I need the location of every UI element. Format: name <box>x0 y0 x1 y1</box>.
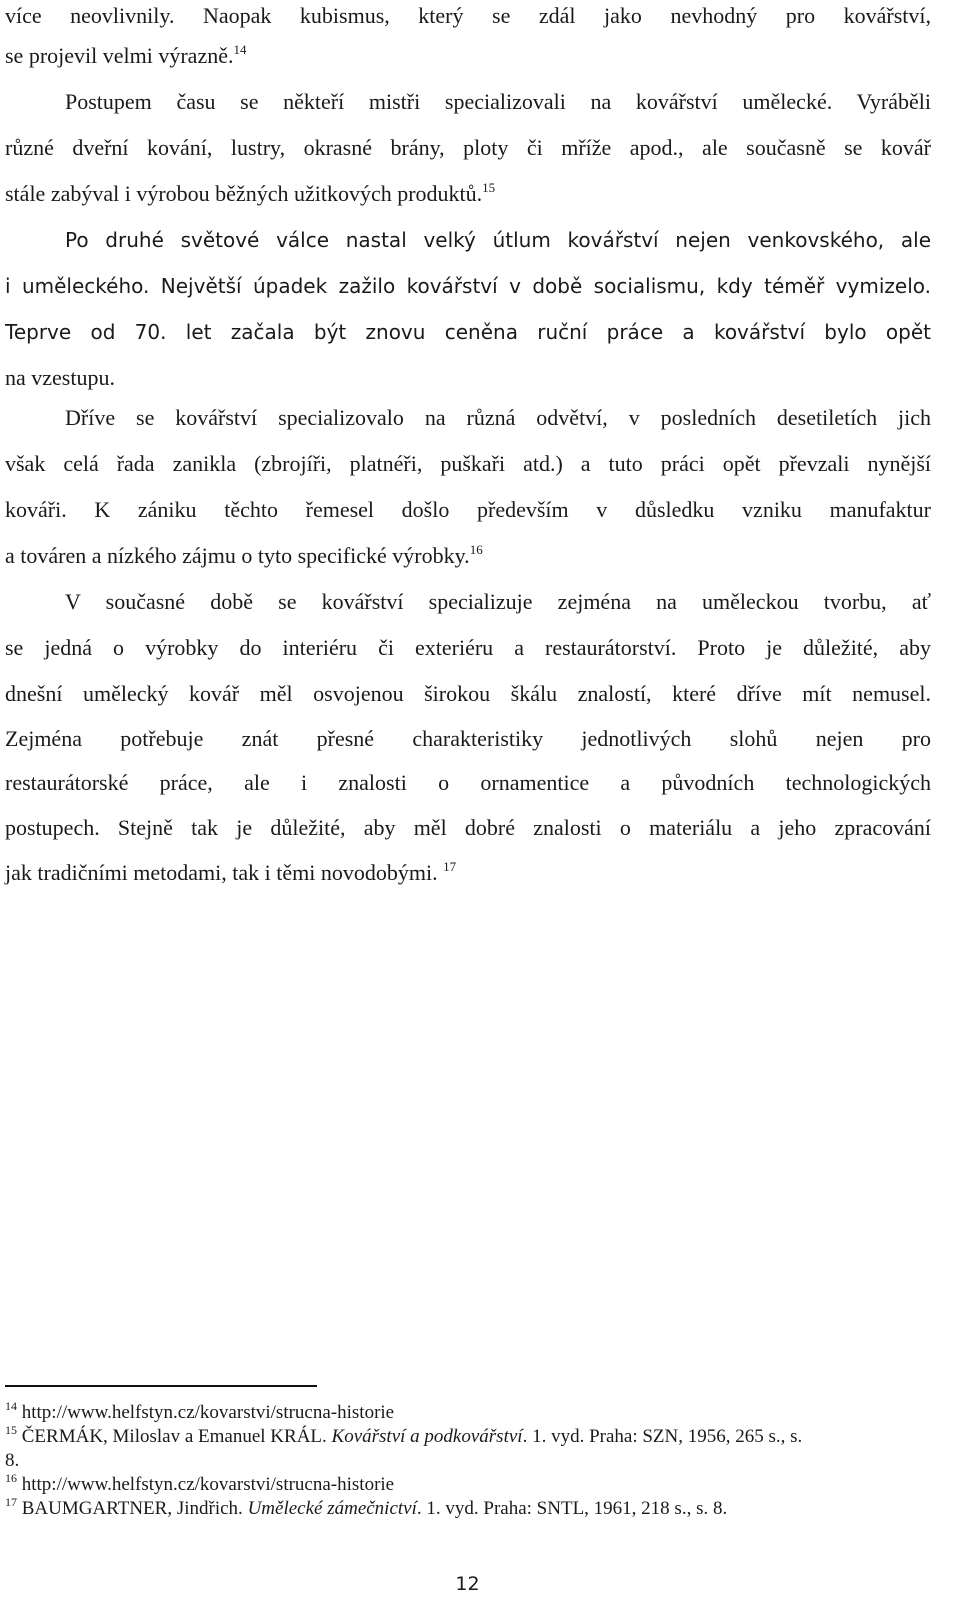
paragraph-line: Dříve se kovářství specializovalo na různá odvětví, v posledních desetiletích jich <box>65 405 931 430</box>
paragraph-line: Teprve od 70. let začala být znovu ceněna ruční práce a kovářství bylo opět <box>5 320 931 344</box>
footnote-14: $^{14}$ http://www.helfstyn.cz/kovarstvi/strucna-historie <box>5 1399 395 1423</box>
paragraph-line: Po druhé světové válce nastal velký útlum kovářství nejen venkovského, ale <box>65 228 931 252</box>
footnote-ref: 17 <box>443 859 457 874</box>
footnote-ref: 15 <box>482 180 496 195</box>
paragraph-line: se projevil velmi výrazně.$^{14}$ <box>5 42 247 68</box>
footnote-ref: 14 <box>233 42 247 57</box>
paragraph-line: různé dveřní kování, lustry, okrasné brány, ploty či mříže apod., ale současně se kovář <box>5 135 931 160</box>
paragraph-line: Zejména potřebuje znát přesné charakteristiky jednotlivých slohů nejen pro <box>5 726 931 751</box>
paragraph-line: a továren a nízkého zájmu o tyto specifické výrobky.$^{16}$ <box>5 542 483 568</box>
paragraph-line: stále zabýval i výrobou běžných užitkových produktů.$^{15}$ <box>5 180 496 206</box>
footnote-15: $^{15}$ ČERMÁK, Miloslav a Emanuel KRÁL. Kovářství a podkovářství. 1. vyd. Praha: SZN, 1956, 265 s., s. <box>5 1423 803 1447</box>
page-number: 12 <box>455 1573 480 1595</box>
paragraph-line: kováři. K zániku těchto řemesel došlo především v důsledku vzniku manufaktur <box>5 497 931 522</box>
footnote-15-continued: 8. <box>5 1450 20 1471</box>
paragraph-line: postupech. Stejně tak je důležité, aby měl dobré znalosti o materiálu a jeho zpracování <box>5 815 931 840</box>
paragraph-line: na vzestupu. <box>5 365 115 390</box>
book-title: Umělecké zámečnictví <box>247 1498 417 1519</box>
paragraph-line: jak tradičními metodami, tak i těmi novodobými. $^{17}$ <box>5 859 457 885</box>
footnote-16: $^{16}$ http://www.helfstyn.cz/kovarstvi/strucna-historie <box>5 1471 395 1495</box>
paragraph-line: i uměleckého. Největší úpadek zažilo kovářství v době socialismu, kdy téměř vymizelo. <box>5 274 931 298</box>
footnote-separator <box>5 1385 317 1387</box>
footnote-17: $^{17}$ BAUMGARTNER, Jindřich. Umělecké zámečnictví. 1. vyd. Praha: SNTL, 1961, 218 s., s. 8. <box>5 1495 728 1519</box>
paragraph-line: se jedná o výrobky do interiéru či exteriéru a restaurátorství. Proto je důležité, aby <box>5 635 931 660</box>
paragraph-line: však celá řada zanikla (zbrojíři, platnéři, puškaři atd.) a tuto práci opět převzali nynější <box>5 451 931 476</box>
paragraph-line: restaurátorské práce, ale i znalosti o ornamentice a původních technologických <box>5 770 931 795</box>
paragraph-line: dnešní umělecký kovář měl osvojenou širokou škálu znalostí, které dříve mít nemusel. <box>5 681 931 706</box>
book-title: Kovářství a podkovářství <box>331 1426 523 1447</box>
paragraph-line: Postupem času se někteří mistři specializovali na kovářství umělecké. Vyráběli <box>65 89 931 114</box>
footnote-ref: 16 <box>469 542 483 557</box>
paragraph-line: V současné době se kovářství specializuje zejména na uměleckou tvorbu, ať <box>65 589 931 614</box>
paragraph-line: více neovlivnily. Naopak kubismus, který se zdál jako nevhodný pro kovářství, <box>5 3 931 28</box>
